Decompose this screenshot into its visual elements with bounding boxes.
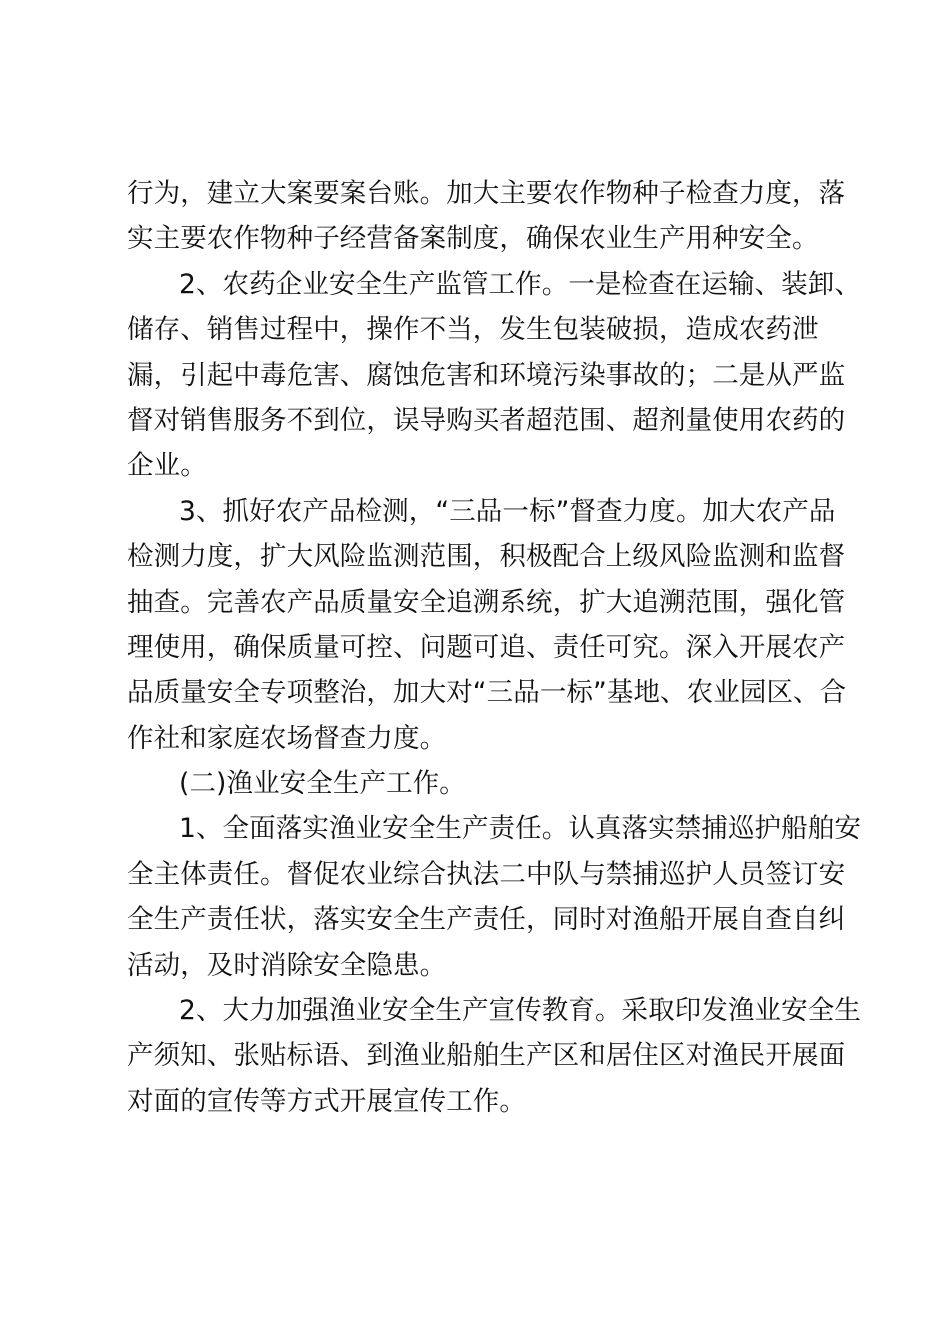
text-line: 实主要农作物种子经营备案制度，确保农业生产用种安全。: [127, 223, 819, 255]
section-heading: (二)渔业安全生产工作。: [179, 768, 466, 800]
text-line: 行为，建立大案要案台账。加大主要农作物种子检查力度，落: [127, 178, 846, 209]
text-line: 产须知、张贴标语、到渔业船舶生产区和居住区对渔民开展面: [127, 1040, 846, 1072]
text-line: 全主体责任。督促农业综合执法二中队与禁捕巡护人员签订安: [127, 858, 846, 890]
text-line: 2、农药企业安全生产监管工作。一是检查在运输、装卸、: [179, 268, 861, 300]
text-line: 对面的宣传等方式开展宣传工作。: [127, 1085, 526, 1117]
text-line: 作社和家庭农场督查力度。: [127, 722, 447, 754]
text-line: 检测力度，扩大风险监测范围，积极配合上级风险监测和监督: [127, 541, 846, 573]
text-line: 2、大力加强渔业安全生产宣传教育。采取印发渔业安全生: [179, 995, 861, 1027]
text-line: 1、全面落实渔业安全生产责任。认真落实禁捕巡护船舶安: [179, 813, 861, 845]
text-line: 抽查。完善农产品质量安全追溯系统，扩大追溯范围，强化管: [127, 586, 846, 618]
text-line: 漏，引起中毒危害、腐蚀危害和环境污染事故的；二是从严监: [127, 359, 846, 391]
text-line: 企业。: [127, 450, 207, 482]
document-body: [127, 171, 861, 1124]
text-line: 理使用，确保质量可控、问题可追、责任可究。深入开展农产: [127, 631, 846, 663]
text-line: 全生产责任状，落实安全生产责任，同时对渔船开展自查自纠: [127, 904, 846, 936]
text-line: 储存、销售过程中，操作不当，发生包装破损，造成农药泄: [127, 314, 819, 346]
text-line: 督对销售服务不到位，误导购买者超范围、超剂量使用农药的: [127, 404, 846, 436]
text-line: 3、抓好农产品检测，“三品一标”督查力度。加大农产品: [179, 495, 836, 527]
text-line: 活动，及时消除安全隐患。: [127, 949, 447, 981]
text-line: 品质量安全专项整治，加大对“三品一标”基地、农业园区、合: [127, 677, 847, 709]
